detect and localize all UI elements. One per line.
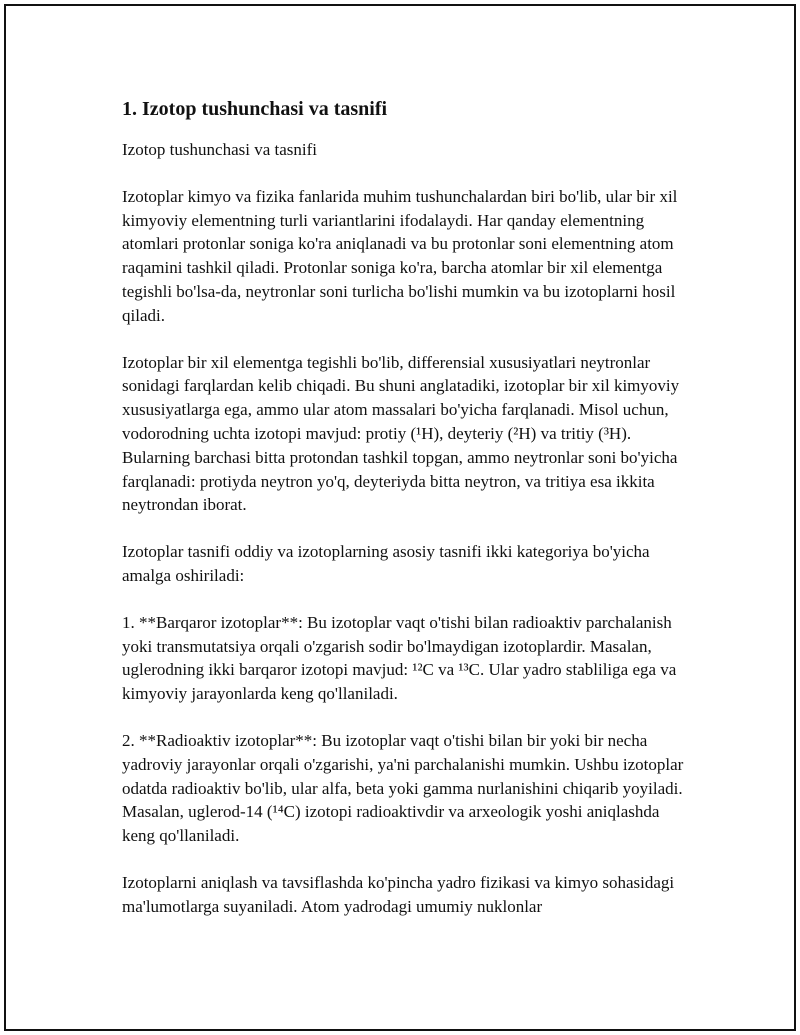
- document-body: [122, 96, 688, 942]
- paragraph-classification: Izotoplar tasnifi oddiy va izotoplarning asosiy tasnifi ikki kategoriya bo'yicha amalga oshiriladi:: [122, 542, 650, 585]
- page-frame: [4, 4, 796, 1031]
- document-title: 1. Izotop tushunchasi va tasnifi: [122, 98, 388, 120]
- paragraph-stable-isotopes: 1. **Barqaror izotoplar**: Bu izotoplar vaqt o'tishi bilan radioaktiv parchalanish yoki transmutatsiya orqali o'zgarish sodir bo'lmaydigan izotoplardir. Masalan, uglerodning ikki barqaror izotopi mavjud: ¹²C va ¹³C. Ular yadro stabliligа ega va kimyoviy jarayonlarda keng qo'llaniladi.: [122, 612, 677, 704]
- document-subtitle: Izotop tushunchasi va tasnifi: [122, 140, 317, 159]
- paragraph-intro: Izotoplar kimyo va fizika fanlarida muhim tushunchalardan biri bo'lib, ular bir xil kimyoviy elementning turli variantlarini ifodalaydi. Har qanday elementning atomlari protonlar soniga ko'ra aniqlanadi va bu protonlar soni elementning atom raqamini tashkil qiladi. Protonlar soniga ko'ra, barcha atomlar bir xil elementga tegishli bo'lsa-da, neytronlar soni turlicha bo'lishi mumkin va bu izotoplarni hosil qiladi.: [122, 186, 678, 325]
- paragraph-radioactive-isotopes: 2. **Radioaktiv izotoplar**: Bu izotoplar vaqt o'tishi bilan bir yoki bir necha yadroviy jarayonlar orqali o'zgarishi, ya'ni parchalanishi mumkin. Ushbu izotoplar odatda radioaktiv bo'lib, ular alfa, beta yoki gamma nurlanishini chiqarib yoyiladi. Masalan, uglerod-14 (¹⁴C) izotopi radioaktivdir va arxeologik yoshi aniqlashda keng qo'llaniladi.: [122, 730, 684, 846]
- paragraph-identification: Izotoplarni aniqlash va tavsiflashda ko'pincha yadro fizikasi va kimyo sohasidagi ma'lumotlarga suyaniladi. Atom yadrodagi umumiy nuklonlar: [122, 872, 675, 916]
- paragraph-neutron-difference: Izotoplar bir xil elementga tegishli bo'lib, differensial xususiyatlari neytronlar sonidagi farqlardan kelib chiqadi. Bu shuni anglatadiki, izotoplar bir xil kimyoviy xususiyatlarga ega, ammo ular atom massalari bo'yicha farqlanadi. Misol uchun, vodorodning uchta izotopi mavjud: protiy (¹H), deyteriy (²H) va tritiy (³H). Bularning barchasi bitta protondan tashkil topgan, ammo neytronlar soni bo'yicha farqlanadi: protiyda neytron yo'q, deyteriyda bitta neytron, va tritiya esa ikkita neytrondan iborat.: [122, 352, 680, 515]
